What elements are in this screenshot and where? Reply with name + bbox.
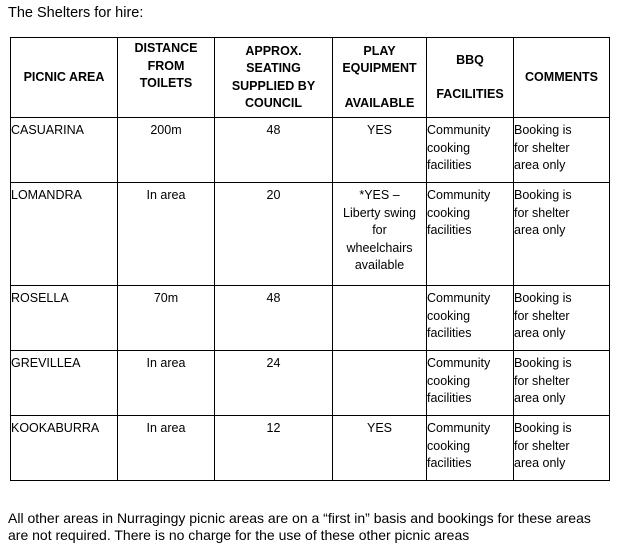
header-play-line: PLAY (363, 43, 396, 58)
header-bbq (427, 38, 514, 118)
header-comments-label: COMMENTS (525, 69, 598, 84)
cell-seating: 12 (215, 416, 333, 481)
table-row (11, 183, 610, 286)
cell-seating: 20 (215, 183, 333, 286)
cell-picnic-area: KOOKABURRA (11, 416, 118, 481)
cell-comments-line: area only (514, 456, 566, 470)
cell-bbq-line: cooking (427, 438, 471, 453)
table-row (11, 351, 610, 416)
cell-comments-line: Booking is (514, 421, 572, 435)
cell-comments (514, 118, 610, 183)
shelters-table (10, 37, 610, 481)
cell-play-equipment-line: wheelchairs (346, 240, 413, 255)
cell-play-equipment (333, 183, 427, 286)
table-header-row (11, 38, 610, 118)
cell-play-equipment (333, 351, 427, 416)
header-seating-line: COUNCIL (245, 96, 302, 110)
cell-bbq-line: Community (427, 421, 491, 435)
cell-bbq-line: cooking (427, 140, 471, 155)
table-row (11, 286, 610, 351)
cell-distance: 70m (118, 286, 215, 351)
header-seating-line: SEATING (246, 61, 301, 75)
cell-comments-line: area only (514, 391, 566, 405)
cell-play-equipment (333, 416, 427, 481)
header-comments (514, 38, 610, 118)
header-distance-line: FROM (147, 58, 185, 73)
cell-play-equipment-line: Liberty swing (343, 205, 416, 220)
header-play-line: AVAILABLE (344, 95, 415, 110)
intro-text: The Shelters for hire: (8, 5, 144, 21)
cell-play-equipment-line: YES (366, 123, 392, 137)
cell-bbq-line: Community (427, 291, 491, 305)
cell-play-equipment-line: available (354, 258, 405, 272)
cell-comments-line: Booking is (514, 291, 572, 305)
cell-bbq (427, 416, 514, 481)
header-play-line: EQUIPMENT (342, 61, 417, 76)
cell-comments-line: Booking is (514, 123, 572, 137)
cell-play-equipment-line: YES (366, 421, 392, 435)
header-distance (118, 38, 215, 118)
cell-bbq-line: cooking (427, 373, 471, 388)
header-bbq-line: FACILITIES (436, 87, 504, 101)
cell-bbq-line: facilities (427, 326, 472, 340)
cell-bbq (427, 183, 514, 286)
cell-comments-line: for shelter (514, 140, 570, 155)
cell-distance: 200m (118, 118, 215, 183)
cell-bbq (427, 286, 514, 351)
cell-picnic-area: ROSELLA (11, 286, 118, 351)
cell-seating: 24 (215, 351, 333, 416)
cell-comments-line: area only (514, 223, 566, 237)
cell-bbq-line: Community (427, 356, 491, 370)
cell-comments-line: area only (514, 326, 566, 340)
cell-bbq-line: facilities (427, 158, 472, 172)
table-row (11, 118, 610, 183)
cell-comments-line: area only (514, 158, 566, 172)
cell-bbq-line: facilities (427, 456, 472, 470)
cell-bbq-line: Community (427, 188, 491, 202)
header-seating-line: SUPPLIED BY (231, 78, 316, 93)
cell-comments (514, 351, 610, 416)
cell-comments (514, 183, 610, 286)
cell-play-equipment (333, 118, 427, 183)
cell-comments-line: Booking is (514, 356, 572, 370)
cell-comments-line: for shelter (514, 205, 570, 220)
cell-bbq-line: cooking (427, 205, 471, 220)
header-picnic-area-label: PICNIC AREA (23, 69, 105, 84)
cell-play-equipment-line: for (372, 223, 387, 237)
cell-picnic-area: GREVILLEA (11, 351, 118, 416)
header-seating-line: APPROX. (245, 43, 302, 58)
cell-distance: In area (118, 416, 215, 481)
cell-bbq (427, 118, 514, 183)
cell-comments-line: for shelter (514, 438, 570, 453)
cell-bbq-line: facilities (427, 391, 472, 405)
cell-bbq-line: cooking (427, 308, 471, 323)
cell-seating: 48 (215, 286, 333, 351)
cell-bbq-line: facilities (427, 223, 472, 237)
header-distance-line: DISTANCE (134, 41, 198, 55)
cell-comments (514, 416, 610, 481)
header-picnic-area (11, 38, 118, 118)
cell-comments-line: Booking is (514, 188, 572, 202)
header-play-equipment (333, 38, 427, 118)
cell-bbq-line: Community (427, 123, 491, 137)
cell-distance: In area (118, 183, 215, 286)
header-bbq-line: BBQ (456, 52, 484, 67)
cell-picnic-area: CASUARINA (11, 118, 118, 183)
header-distance-line: TOILETS (139, 76, 193, 90)
cell-play-equipment (333, 286, 427, 351)
footer-note: All other areas in Nurragingy picnic areas are on a “first in” basis and bookings for these areas are not required. There is no charge for the use of these other picnic areas (8, 510, 591, 543)
cell-comments-line: for shelter (514, 308, 570, 323)
cell-play-equipment-line: *YES – (359, 188, 400, 202)
cell-distance: In area (118, 351, 215, 416)
header-seating (215, 38, 333, 118)
cell-bbq (427, 351, 514, 416)
cell-seating: 48 (215, 118, 333, 183)
table-row (11, 416, 610, 481)
cell-comments (514, 286, 610, 351)
cell-comments-line: for shelter (514, 373, 570, 388)
cell-picnic-area: LOMANDRA (11, 183, 118, 286)
